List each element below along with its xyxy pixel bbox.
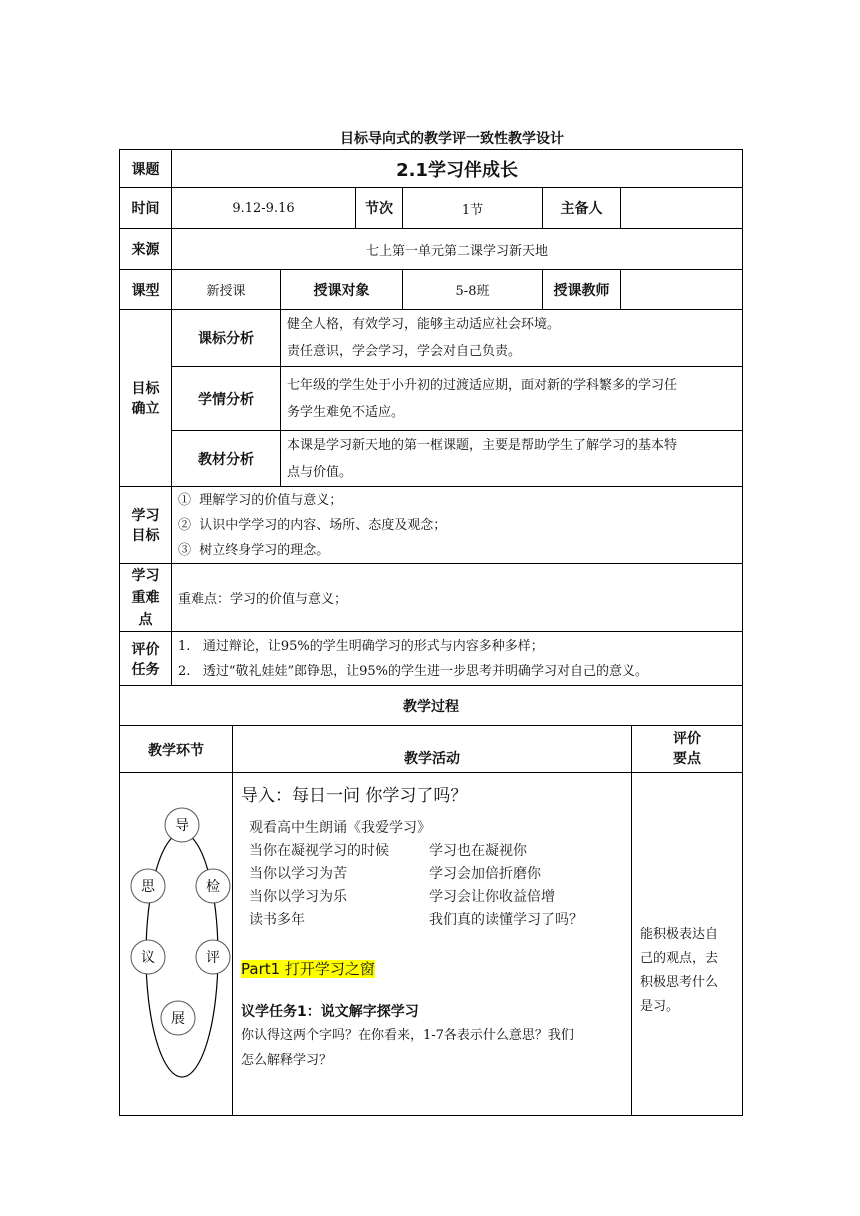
teacher-value xyxy=(621,270,743,310)
type-value: 新授课 xyxy=(172,270,281,310)
cycle-node-label: 导 xyxy=(175,818,189,834)
part1-heading: Part1 打开学习之窗 xyxy=(241,960,375,978)
textbook-text: 本课是学习新天地的第一框课题，主要是帮助学生了解学习的基本特 点与价值。 xyxy=(281,431,743,487)
stage-header: 教学环节 xyxy=(120,726,233,773)
poem-line: 当你以学习为苦 学习会加倍折磨你 xyxy=(249,866,541,882)
type-label: 课型 xyxy=(120,270,172,310)
page-title: 目标导向式的教学评一致性教学设计 xyxy=(340,131,564,147)
cycle-node-label: 议 xyxy=(141,950,155,966)
cycle-node-label: 评 xyxy=(206,950,220,966)
objective-item: ③ 树立终身学习的理念。 xyxy=(178,542,330,558)
goals-label: 目标 确立 xyxy=(120,310,172,487)
source-label: 来源 xyxy=(120,229,172,270)
students-label: 学情分析 xyxy=(172,367,281,431)
cycle-node-label: 展 xyxy=(171,1011,185,1027)
poem-line: 当你以学习为乐 学习会让你收益倍增 xyxy=(249,889,555,905)
period-value: 1节 xyxy=(403,188,543,229)
cycle-node-label: 检 xyxy=(206,879,220,895)
teacher-label: 授课教师 xyxy=(543,270,621,310)
keypoints-text: 重难点：学习的价值与意义； xyxy=(172,564,743,632)
topic-value: 2.1学习伴成长 xyxy=(172,150,743,188)
audience-value: 5-8班 xyxy=(403,270,543,310)
evaluation-label: 评价 任务 xyxy=(120,632,172,686)
cycle-node-label: 思 xyxy=(141,879,155,895)
topic-label: 课题 xyxy=(120,150,172,188)
objective-item: ① 理解学习的价值与意义； xyxy=(178,492,343,508)
eval-points-cell xyxy=(632,773,743,1116)
process-table xyxy=(119,725,743,1116)
curriculum-label: 课标分析 xyxy=(172,310,281,367)
preparer-value xyxy=(621,188,743,229)
time-value: 9.12-9.16 xyxy=(172,188,356,229)
evaluation-item: 2. 透过“敬礼娃娃”郎铮思，让95%的学生进一步思考并明确学习对自己的意义。 xyxy=(178,663,648,679)
poem-line: 当你在凝视学习的时候 学习也在凝视你 xyxy=(249,843,527,859)
poem-line: 读书多年 我们真的读懂学习了吗？ xyxy=(249,912,583,928)
activity-cell xyxy=(233,773,632,1116)
audience-label: 授课对象 xyxy=(281,270,403,310)
eval-header: 评价 要点 xyxy=(632,726,743,773)
objectives-label: 学习 目标 xyxy=(120,487,172,564)
textbook-label: 教材分析 xyxy=(172,431,281,487)
keypoints-label: 学习 重难 点 xyxy=(120,564,172,632)
poem xyxy=(241,817,623,932)
source-value: 七上第一单元第二课学习新天地 xyxy=(172,229,743,270)
eval-points-text: 能积极表达自 己的观点，去 积极思考什么 是习。 xyxy=(640,927,719,1014)
evaluation-item: 1. 通过辩论，让95%的学生明确学习的形式与内容多种多样； xyxy=(178,638,544,654)
objective-item: ② 认识中学学习的内容、场所、态度及观念； xyxy=(178,517,447,533)
objectives-list xyxy=(172,487,743,564)
teaching-cycle-diagram xyxy=(120,773,233,1111)
lesson-info-table xyxy=(119,149,743,726)
preparer-label: 主备人 xyxy=(543,188,621,229)
poem-line: 观看高中生朗诵《我爱学习》 xyxy=(249,820,431,836)
task1-title: 议学任务1：说文解字探学习 xyxy=(241,1004,419,1020)
evaluation-list xyxy=(172,632,743,686)
time-label: 时间 xyxy=(120,188,172,229)
curriculum-text: 健全人格，有效学习，能够主动适应社会环境。 责任意识，学会学习，学会对自己负责。 xyxy=(281,310,743,367)
intro-heading: 导入：每日一问 你学习了吗？ xyxy=(241,786,468,806)
task1-text: 你认得这两个字吗？在你看来，1-7各表示什么意思？我们 怎么解释学习？ xyxy=(241,1028,574,1068)
process-title: 教学过程 xyxy=(120,686,743,726)
period-label: 节次 xyxy=(356,188,403,229)
activity-header: 教学活动 xyxy=(233,726,632,773)
stage-cell xyxy=(120,773,233,1116)
students-text: 七年级的学生处于小升初的过渡适应期，面对新的学科繁多的学习任 务学生难免不适应。 xyxy=(281,367,743,431)
